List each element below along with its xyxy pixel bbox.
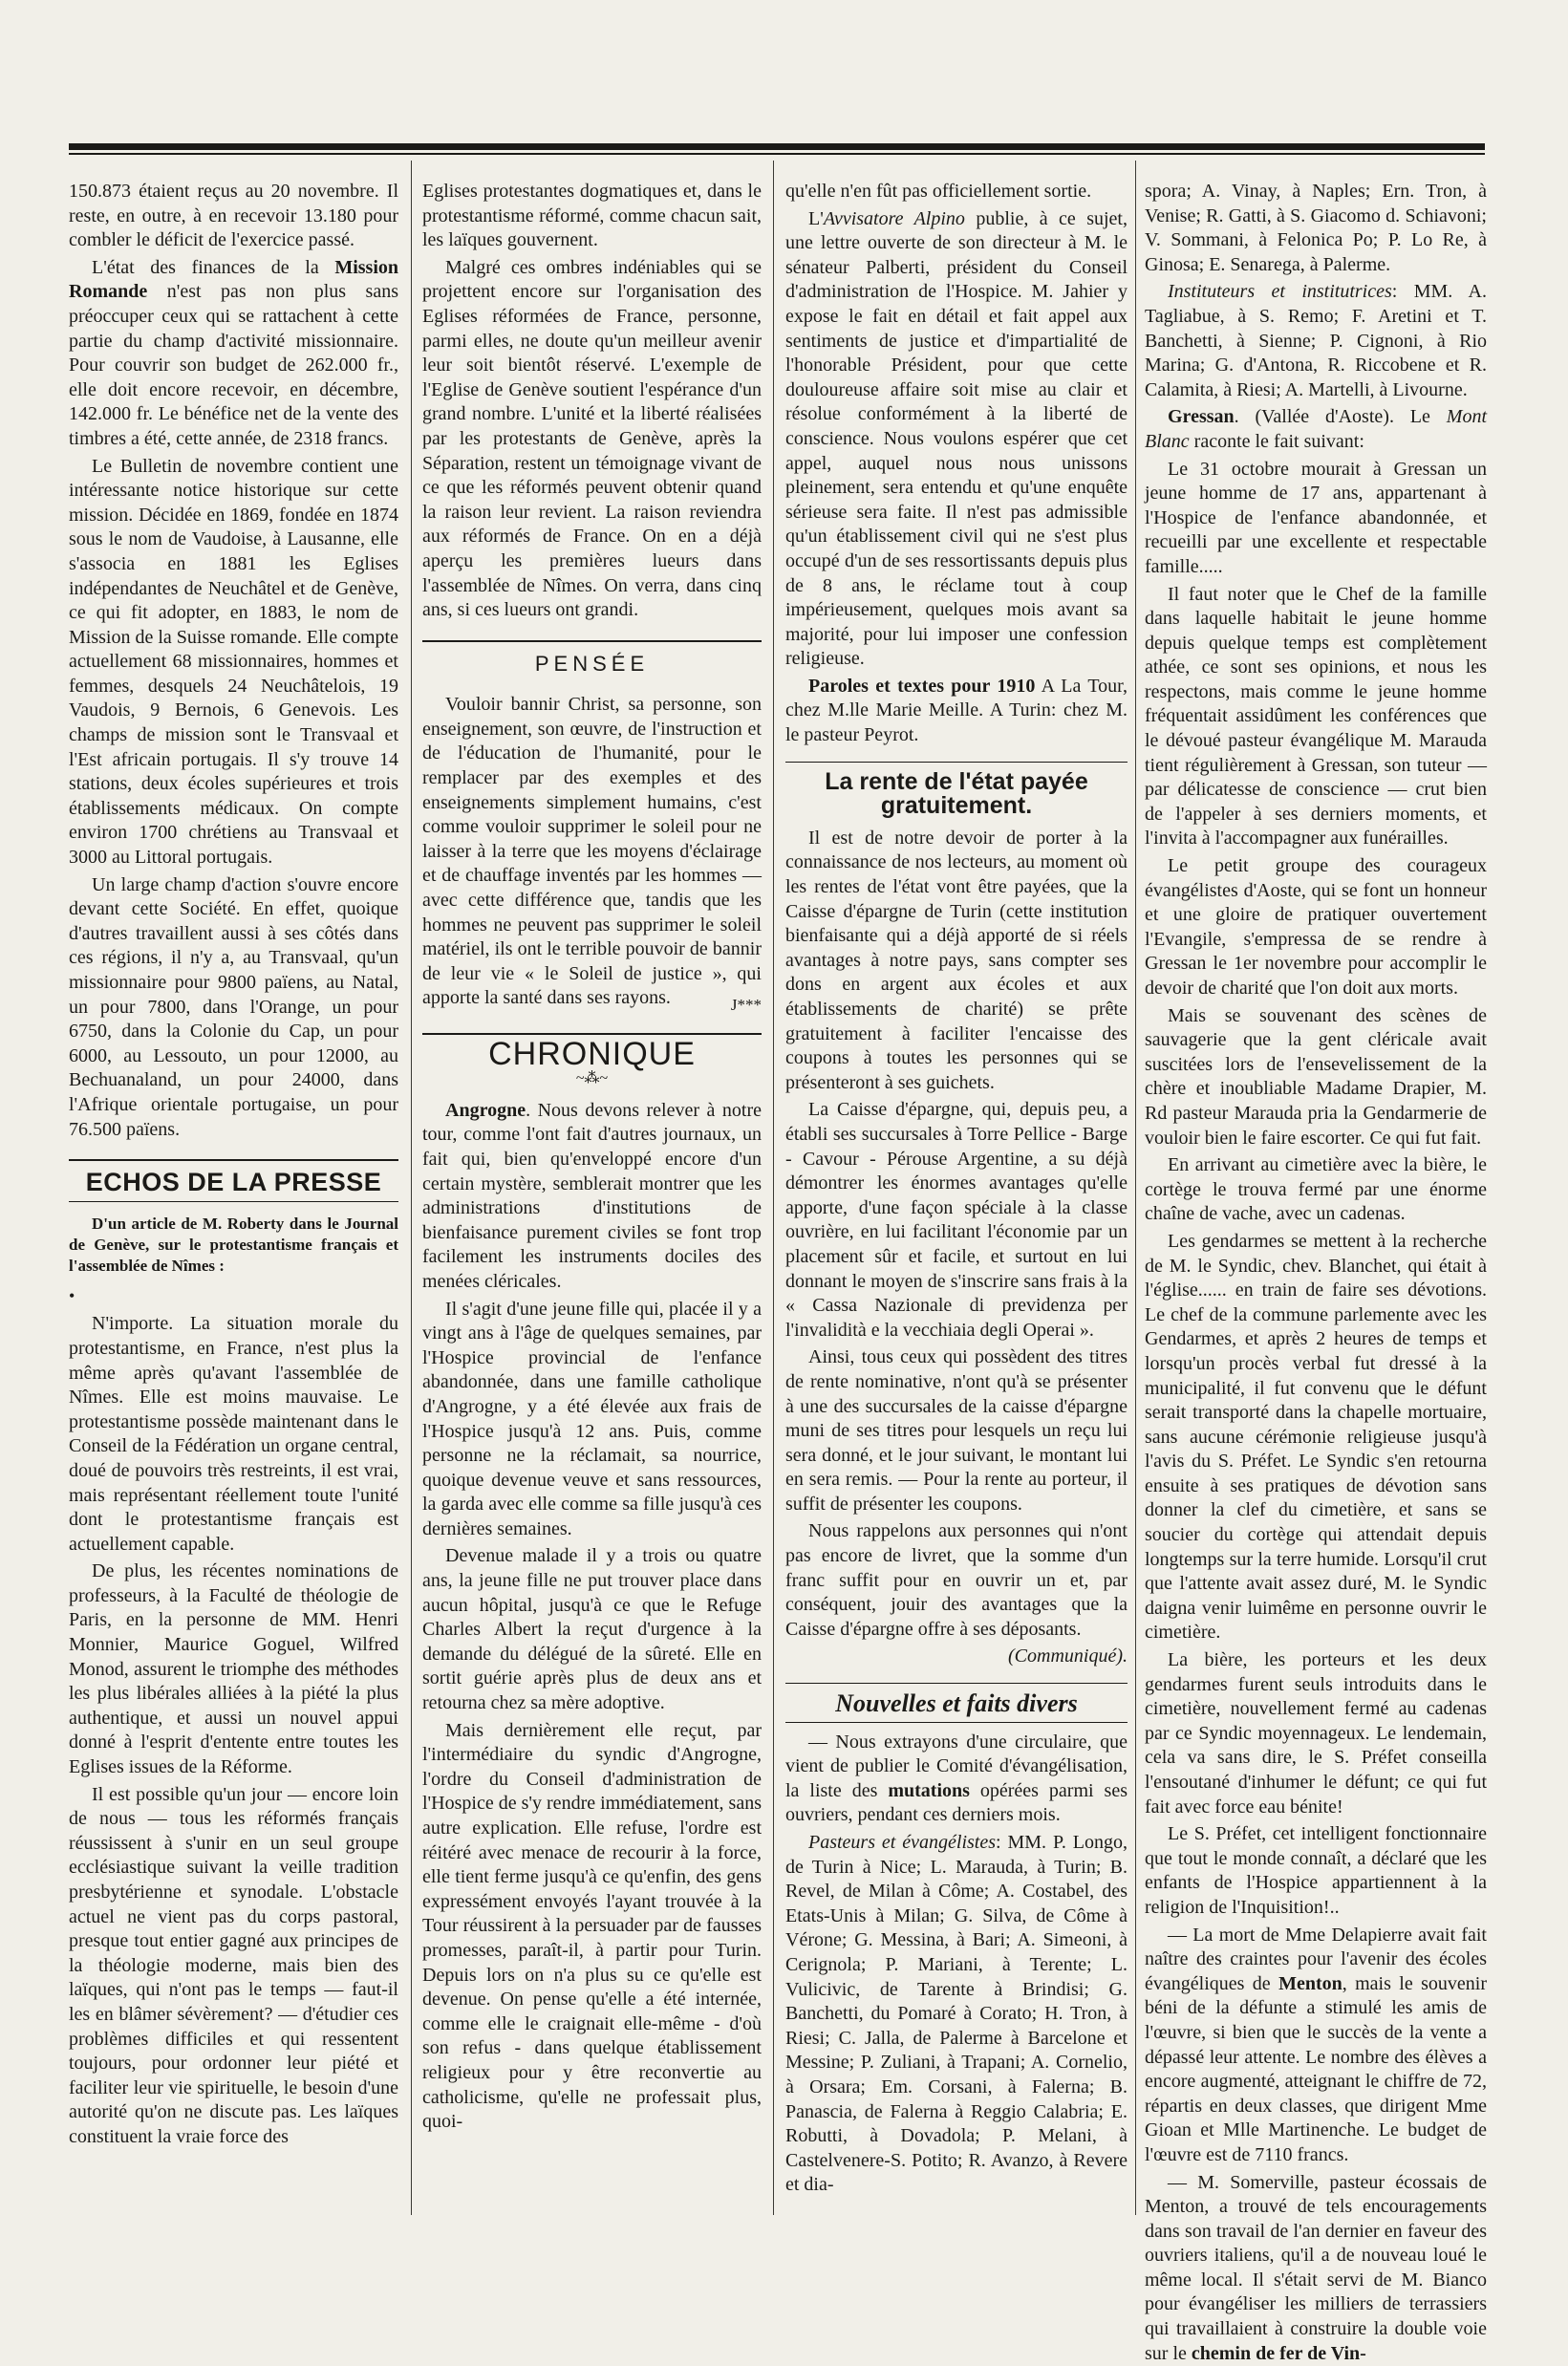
paragraph: Il faut noter que le Chef de la famille dans laquelle habitait le jeune homme depuis quelque temps est complètement athée, ce sont ses opinions, et nous les respectons, mais comme le jeune homme fréquentait assidûment les conférences que le dévoué pasteur évangélique M. Marauda tient régulièrement à Gressan, son tuteur — par délicatesse de conscience — crut bien de l'appeler à ses derniers moments, et l'invita à l'accompagner aux funérailles. <box>1145 583 1487 852</box>
section-title-nouvelles: Nouvelles et faits divers <box>785 1683 1128 1723</box>
paragraph: Il est de notre devoir de porter à la connaissance de nos lecteurs, au moment où les rentes de l'état vont être payées, que la Caisse d'épargne de Turin (cette institution bienfaisante qui a déjà apporté de si réels avantages à notre pays, sans compter ses dons en argent aux écoles et aux établissements de charité) se prête gratuitement à faciliter l'encaisse des coupons à toutes les personnes qui se présenteront à ses guichets. <box>785 827 1128 1096</box>
section-title-rente: La rente de l'état payée gratuitement. <box>785 762 1128 819</box>
paragraph: Instituteurs et institutrices: MM. A. Tagliabue, à S. Remo; F. Aretini et T. Banchetti, à Sienne; P. Cignoni, à Rio Marina; G. d'Antona, R. Riccobene et R. Calamita, à Riesi; A. Martelli, à Livourne. <box>1145 280 1487 402</box>
paragraph: Gressan. (Vallée d'Aoste). Le Mont Blanc raconte le fait suivant: <box>1145 405 1487 454</box>
separator-mark: • <box>69 1284 398 1309</box>
paragraph: Nous rappelons aux personnes qui n'ont pas encore de livret, que la somme d'un franc suffit pour en ouvrir un et, par conséquent, jouir des avantages que la Caisse d'épargne offre à ses déposants. <box>785 1519 1128 1642</box>
paragraph: Pasteurs et évangélistes: MM. P. Longo, de Turin à Nice; L. Marauda, à Turin; B. Revel, de Milan à Côme; A. Costabel, des Etats-Unis à Milan; G. Silva, de Côme à Vérone; G. Messina, à Bari; A. Simeoni, à Cerignola; P. Mariani, à Terente; L. Vulicivic, de Tarente à Brindisi; G. Banchetti, du Pomaré à Corato; H. Tron, à Riesi; C. Jalla, de Palerme à Barcelone et Messine; P. Zuliani, à Trapani; A. Cornelio, à Orsara; Em. Corsani, à Falerna; B. Panascia, de Falerna à Reggio Calabria; E. Robutti, à Dovadola; P. Melani, à Castelvenere-S. Potito; R. Avanzo, à Revere et dia- <box>785 1831 1128 2198</box>
paragraph: La Caisse d'épargne, qui, depuis peu, a établi ses succursales à Torre Pellice - Barge - Cavour - Pérouse Argentine, a su déjà démontrer les énormes avantages qu'elle apporte, d'une façon spéciale à la classe ouvrière, en lui facilitant l'économie par un placement sûr et facile, et surtout en lui donnant le moyen de s'inscrire sans frais à la « Cassa Nazionale di previdenza per l'invalidità e la vecchiaia degli Operai ». <box>785 1098 1128 1343</box>
paragraph: Eglises protestantes dogmatiques et, dans le protestantisme réformé, comme chacun sait, les laïques gouvernent. <box>422 180 762 253</box>
column-1 <box>69 180 398 2205</box>
paragraph: — Nous extrayons d'une circulaire, que vient de publier le Comité d'évangélisation, la liste des mutations opérées parmi ses ouvriers, pendant ces derniers mois. <box>785 1731 1128 1828</box>
article-intro: D'un article de M. Roberty dans le Journal de Genève, sur le protestantisme français et l'assemblée de Nîmes : <box>69 1214 398 1277</box>
paragraph: Le 31 octobre mourait à Gressan un jeune homme de 17 ans, appartenant à l'Hospice de l'enfance abandonnée, et recueilli par une excellente et respectable famille..... <box>1145 458 1487 580</box>
paragraph: Les gendarmes se mettent à la recherche de M. le Syndic, chev. Blanchet, qui était à l'église...... en train de faire ses dévotions. Le chef de la commune parlemente avec les Gendarmes, et après 2 heures de temps et lorsqu'un procès verbal fut dressé à la municipalité, il fut convenu que le défunt serait transporté dans la chapelle mortuaire, sans aucune cérémonie religieuse jusqu'à l'avis du S. Préfet. Le Syndic s'en retourna ensuite à ses pratiques de dévotion sans donner la clef du cimetière, et sans se soucier du cortège qui attendait depuis longtemps sur la terre humide. Lorsqu'il crut que l'attente avait assez duré, M. le Syndic daigna venir luimême en personne ouvrir le cimetière. <box>1145 1230 1487 1645</box>
paragraph: Angrogne. Nous devons relever à notre tour, comme l'ont fait d'autres journaux, un fait qui, bien qu'enveloppé encore d'un certain mystère, semblerait montrer que les administrations d'institutions de bienfaisance purement civiles se font trop facilement les instruments dociles des menées cléricales. <box>422 1099 762 1295</box>
paragraph: Ainsi, tous ceux qui possèdent des titres de rente nominative, n'ont qu'à se présenter à une des succursales de la caisse d'épargne muni de ses titres pour lesquels un reçu lui sera donné, et le jour suivant, le montant lui en sera remis. — Pour la rente au porteur, il suffit de présenter les coupons. <box>785 1345 1128 1516</box>
paragraph: Mais dernièrement elle reçut, par l'intermédiaire du syndic d'Angrogne, l'ordre du Conseil d'administration de l'Hospice de s'y rendre immédiatement, sans autre explication. Elle refuse, l'ordre est réitéré avec menace de recourir à la force, elle tient ferme jusqu'à ce qu'enfin, des gens expressément envoyés l'ayant trouvée à la Tour réussirent à la persuader par de fausses promesses, paraît-il, à partir pour Turin. Depuis lors on n'a plus su ce qu'elle est devenue. On pense qu'elle a été internée, comme elle le craignait elle-même - d'où son refus - dans quelque établissement religieux pour y être reconvertie au catholicisme, qu'elle ne professait plus, quoi- <box>422 1719 762 2135</box>
paragraph: L'état des finances de la Mission Romande n'est pas non plus sans préoccuper ceux qui se rattachent à cette partie du champ d'activité missionnaire. Pour couvrir son budget de 262.000 fr., elle doit encore recevoir, en décembre, 142.000 fr. Le bénéfice net de la vente des timbres a été, cette année, de 2318 francs. <box>69 256 398 452</box>
header-rule-thin <box>69 153 1485 155</box>
paragraph: La bière, les porteurs et les deux gendarmes furent seuls introduits dans le cimetière, nouvellement fermé au cadenas par ce Syndic moyennageux. Le lendemain, cela va sans dire, le S. Préfet conseilla l'ensoutané d'inhumer le défunt; ce qui fut fait avec force eau bénite! <box>1145 1648 1487 1819</box>
ornament: ~⁂~ <box>422 1066 762 1091</box>
paragraph: Le Bulletin de novembre contient une intéressante notice historique sur cette mission. Décidée en 1869, fondée en 1874 sous le nom de Vaudoise, à Lausanne, elle s'associa en 1881 les Eglises indépendantes de Neuchâtel et de Genève, ce qui fit adopter, en 1883, le nom de Mission de la Suisse romande. Elle compte actuellement 68 missionnaires, hommes et femmes, desquels 24 Neuchâtelois, 19 Vaudois, 9 Bernois, 6 Genevois. Les champs de mission sont le Transvaal et l'Est africain portugais. Il s'y trouve 14 stations, deux écoles supérieures et trois établissements médicaux. On compte environ 1700 chrétiens au Transvaal et 3000 au Littoral portugais. <box>69 455 398 871</box>
section-title-echos: ECHOS DE LA PRESSE <box>69 1159 398 1202</box>
header-rule <box>69 143 1485 150</box>
column-separator <box>411 161 412 2215</box>
section-title-pensee: PENSÉE <box>422 640 762 682</box>
paragraph: Malgré ces ombres indéniables qui se projettent encore sur l'organisation des Eglises réformées de France, personne, parmi elles, ne doute qu'un meilleur avenir leur soit bientôt réservé. L'exemple de l'Eglise de Genève soutient l'espérance d'un grand nombre. L'unité et la liberté réalisées par les protestants de Genève, après la Séparation, restent un témoignage vivant de ce que les réformés peuvent obtenir quand la raison leur revient. La raison reviendra aux réformés de France. On en a déjà aperçu les premières lueurs dans l'assemblée de Nîmes. On verra, dans cinq ans, si ces lueurs ont grandi. <box>422 256 762 623</box>
paragraph: Un large champ d'action s'ouvre encore devant cette Société. En effet, quoique d'autres travaillent aussi à ses côtés dans ces régions, il n'y a, au Transvaal, qu'un missionnaire pour 9800 païens, au Natal, un pour 7800, dans l'Orange, un pour 6750, dans la Colonie du Cap, un pour 6000, au Lessouto, un pour 12000, au Bechuanaland, un pour 24000, dans l'Afrique orientale portugaise, un pour 76.500 païens. <box>69 873 398 1143</box>
column-4 <box>1145 180 1487 2205</box>
pensee-text: Vouloir bannir Christ, sa personne, son enseignement, son œuvre, de l'instruction et de l'éducation de l'humanité, pour le remplacer par des exemples et des enseignements simplement humains, c'est comme vouloir supprimer le soleil pour ne laisser à la terre que les moyens d'éclairage et de chauffage inventés par les hommes — avec cette différence que, tandis que les hommes ne peuvent pas supprimer le soleil matériel, ils ont le terrible pouvoir de bannir de leur vie « le Soleil de justice », qui apporte la santé dans ses rayons. <box>422 693 762 1011</box>
paragraph: N'importe. La situation morale du protestantisme, en France, n'est plus la même après qu'avant l'assemblée de Nîmes. Elle est moins mauvaise. Le protestantisme possède maintenant dans le Conseil de la Fédération un organe central, doué de pouvoirs très restreints, il est vrai, mais représentant réellement toute l'unité dont le protestantisme français est actuellement capable. <box>69 1312 398 1557</box>
paragraph: Devenue malade il y a trois ou quatre ans, la jeune fille ne put trouver place dans aucun hôpital, jusqu'à ce que le Refuge Charles Albert la reçut d'urgence à la demande du délégué de la sûreté. Elle en sortit guérie après plus de deux ans et retourna chez sa mère adoptive. <box>422 1544 762 1715</box>
paragraph: Mais se souvenant des scènes de sauvagerie que la gent cléricale avait suscitées lors de l'ensevelissement de la chère et inoubliable Madame Drapier, M. Rd pasteur Marauda pria la Gendarmerie de vouloir bien le faire escorter. Ce qui fut fait. <box>1145 1004 1487 1151</box>
paragraph: En arrivant au cimetière avec la bière, le cortège le trouva fermé par une énorme chaîne de vache, avec un cadenas. <box>1145 1153 1487 1227</box>
paragraph: Il est possible qu'un jour — encore loin de nous — tous les réformés français réussissent à s'unir en un seul groupe ecclésiastique suivant la veille tradition presbytérienne et synodale. L'obstacle actuel ne vient pas du corps pastoral, presque tout entier gagné aux principes de la théologie moderne, mais bien des laïques, qui n'ont pas le temps — faut-il les en blâmer sévèrement? — d'étudier ces problèmes difficiles et qui ressentent toujours, pour ordonner leur piété et faciliter leur vie spirituelle, le besoin d'une autorité qu'on ne discute pas. Les laïques constituent la vraie force des <box>69 1783 398 2150</box>
section-title-chronique: CHRONIQUE <box>422 1033 762 1067</box>
column-2 <box>422 180 762 2205</box>
communique-signature: (Communiqué). <box>785 1645 1128 1669</box>
paragraph: De plus, les récentes nominations de professeurs, à la Faculté de théologie de Paris, en la personne de MM. Henri Monnier, Maurice Goguel, Wilfred Monod, assurent le triomphe des méthodes les plus libérales alliées à la piété la plus authentique, et aussi un nouvel appui donné à l'esprit d'entente entre toutes les Eglises issues de la Réforme. <box>69 1559 398 1779</box>
paragraph: Le S. Préfet, cet intelligent fonctionnaire que tout le monde connaît, a déclaré que les enfants de l'Hospice appartiennent à la religion de l'Inquisition!.. <box>1145 1822 1487 1920</box>
paragraph: 150.873 étaient reçus au 20 novembre. Il reste, en outre, à en recevoir 13.180 pour combler le déficit de l'exercice passé. <box>69 180 398 253</box>
paragraph: L'Avvisatore Alpino publie, à ce sujet, une lettre ouverte de son directeur à M. le sénateur Palberti, président du Conseil d'administration de l'Hospice. M. Jahier y expose le fait en détail et fait appel aux sentiments de justice et d'impartialité de l'honorable Président, pour que cette douloureuse affaire soit mise au clair et résolue conformément à la liberté de conscience. Nous voulons espérer que cet appel, auquel nous nous unissons pleinement, sera entendu et qu'une enquête sérieuse sera faite. Il n'est pas admissible qu'un établissement civil qui ne s'est plus occupé d'un de ses ressortissants depuis plus de 8 ans, le réclame tout à coup impérieusement, quelques mois avant sa majorité, pour lui imposer une confession religieuse. <box>785 207 1128 672</box>
paragraph: — La mort de Mme Delapierre avait fait naître des craintes pour l'avenir des écoles évangéliques de Menton, mais le souvenir béni de la défunte a stimulé les amis de l'œuvre, si bien que le succès de la vente a dépassé leur attente. Le nombre des élèves a encore augmenté, atteignant le chiffre de 72, répartis en deux classes, que dirigent Mme Gioan et Mlle Martinenche. Le budget de l'œuvre est de 7110 francs. <box>1145 1924 1487 2168</box>
paragraph: Paroles et textes pour 1910 A La Tour, chez M.lle Marie Meille. A Turin: chez M. le pasteur Peyrot. <box>785 675 1128 748</box>
paragraph: qu'elle n'en fût pas officiellement sortie. <box>785 180 1128 204</box>
column-separator <box>773 161 774 2215</box>
pensee-signature: J*** <box>422 993 762 1018</box>
paragraph: Le petit groupe des courageux évangélistes d'Aoste, qui se font un honneur et une gloire de pratiquer ouvertement l'Evangile, s'empressa de se rendre à Gressan le 1er novembre pour accomplir le devoir de charité que l'on doit aux morts. <box>1145 854 1487 1001</box>
paragraph: spora; A. Vinay, à Naples; Ern. Tron, à Venise; R. Gatti, à S. Giacomo d. Schiavoni; V. Sommani, à Felonica Po; P. Lo Re, à Ginosa; E. Senarega, à Palerme. <box>1145 180 1487 277</box>
paragraph: Il s'agit d'une jeune fille qui, placée il y a vingt ans à l'âge de quelques semaines, par l'Hospice provincial de l'enfance abandonnée, dans une famille catholique d'Angrogne, y a été élevée aux frais de l'Hospice jusqu'à 12 ans. Puis, comme personne ne la réclamait, sa nourrice, quoique devenue veuve et sans ressources, la garda avec elle comme sa fille jusqu'à ces dernières semaines. <box>422 1298 762 1542</box>
column-3 <box>785 180 1128 2205</box>
column-separator <box>1135 161 1136 2215</box>
paragraph: — M. Somerville, pasteur écossais de Menton, a trouvé de tels encouragements dans son travail de l'an dernier en faveur des ouvriers italiens, qu'il a de nouveau loué le même local. Il s'était servi de M. Bianco pour évangéliser les milliers de terrassiers qui travaillaient à construire la double voie sur le chemin de fer de Vin- <box>1145 2171 1487 2366</box>
